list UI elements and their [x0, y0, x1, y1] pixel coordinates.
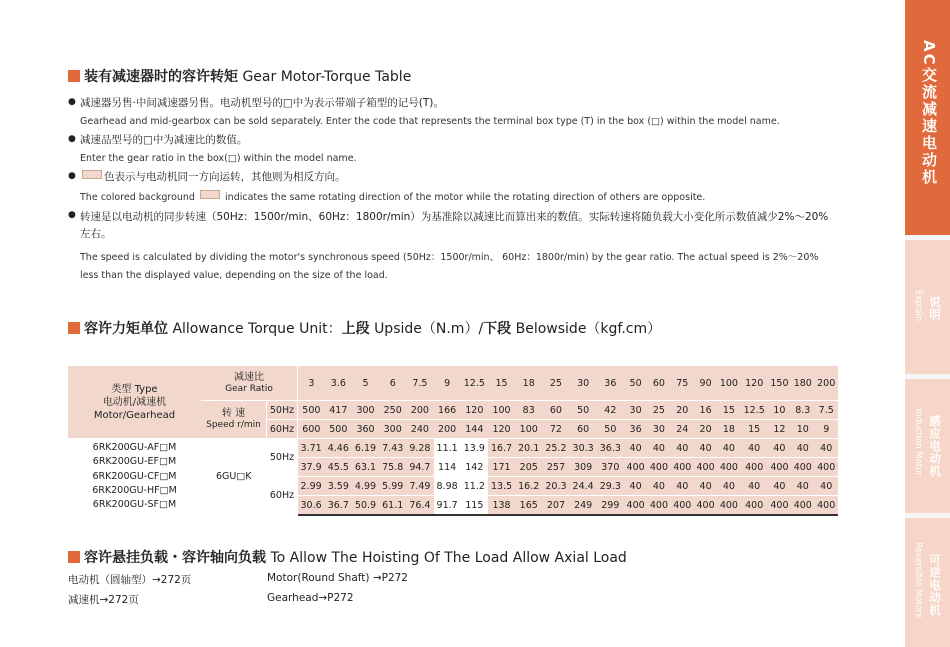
torque-cell: 11.1 [434, 439, 461, 458]
torque-cell: 299 [597, 496, 624, 516]
speed-cell: 60 [542, 401, 569, 420]
speed-cell: 12 [768, 420, 791, 439]
torque-cell: 165 [515, 496, 542, 516]
speed-cell: 16 [694, 401, 717, 420]
torque-cell: 205 [515, 458, 542, 477]
speed-cell: 10 [768, 401, 791, 420]
ratio-cell: 5 [352, 366, 379, 401]
speed-cell: 500 [298, 401, 325, 420]
torque-cell: 400 [647, 496, 670, 516]
speed-cell: 120 [488, 420, 515, 439]
section-square-icon [68, 551, 80, 563]
section-title-gear-motor: 装有减速器时的容许转矩 Gear Motor-Torque Table [68, 66, 411, 86]
torque-cell: 40 [768, 439, 791, 458]
torque-cell: 257 [542, 458, 569, 477]
bullet-icon: ● [68, 170, 76, 181]
torque-cell: 400 [671, 496, 694, 516]
ratio-cell: 7.5 [406, 366, 433, 401]
torque-cell: 29.3 [597, 477, 624, 496]
torque-cell: 400 [694, 458, 717, 477]
speed-cell: 36 [624, 420, 647, 439]
hz-label: 60Hz [267, 477, 298, 516]
note-item: ● 减速器另售·中间减速器另售。电动机型号的□中为表示带端子箱型的记号(T)。 Gearhead and mid-gearbox can be sold separately. Enter the code that represents the terminal box type (T) in the box (□) within the model name. [68, 97, 780, 128]
torque-cell: 171 [488, 458, 515, 477]
hz-label: 50Hz [267, 439, 298, 477]
speed-cell: 240 [406, 420, 433, 439]
section-title-allowance: 容许力矩单位 Allowance Torque Unit：上段 Upside（N.m）/下段 Belowside（kgf.cm） [68, 318, 661, 338]
speed-cell: 300 [379, 420, 406, 439]
table-header-row [68, 366, 838, 401]
torque-cell: 40 [624, 477, 647, 496]
torque-cell: 40 [647, 477, 670, 496]
ratio-cell: 100 [717, 366, 740, 401]
speed-cell: 10 [791, 420, 814, 439]
torque-cell: 30.6 [298, 496, 325, 516]
torque-cell: 13.9 [461, 439, 488, 458]
torque-cell: 400 [741, 496, 768, 516]
speed-cell: 417 [325, 401, 352, 420]
ratio-cell: 120 [741, 366, 768, 401]
note-item: ● 减速品型号的□中为减速比的数值。 Enter the gear ratio in the box(□) within the model name. [68, 133, 357, 165]
notes-list [68, 96, 838, 289]
torque-cell: 61.1 [379, 496, 406, 516]
speed-cell: 120 [461, 401, 488, 420]
torque-cell: 16.7 [488, 439, 515, 458]
speed-cell: 250 [379, 401, 406, 420]
ratio-cell: 150 [768, 366, 791, 401]
torque-cell: 370 [597, 458, 624, 477]
section-square-icon [68, 70, 80, 82]
torque-cell: 13.5 [488, 477, 515, 496]
torque-cell: 3.59 [325, 477, 352, 496]
torque-cell: 40 [647, 439, 670, 458]
torque-cell: 40 [741, 477, 768, 496]
torque-cell: 400 [647, 458, 670, 477]
torque-cell: 7.49 [406, 477, 433, 496]
ratio-cell: 25 [542, 366, 569, 401]
torque-cell: 40 [814, 477, 838, 496]
speed-cell: 300 [352, 401, 379, 420]
torque-cell: 91.7 [434, 496, 461, 516]
torque-cell: 309 [570, 458, 597, 477]
torque-cell: 400 [768, 496, 791, 516]
sidebar-tab-induction-motor[interactable]: 感应电动机 Induction Motor [905, 379, 950, 513]
bullet-icon: ● [68, 209, 76, 220]
color-swatch-icon [200, 190, 220, 199]
sidebar [905, 0, 950, 647]
speed-cell: 500 [325, 420, 352, 439]
torque-cell: 40 [694, 477, 717, 496]
sidebar-tab-explain[interactable]: 说明 Explain [905, 240, 950, 374]
ratio-cell: 36 [597, 366, 624, 401]
torque-cell: 400 [624, 458, 647, 477]
torque-cell: 9.28 [406, 439, 433, 458]
torque-cell: 36.3 [597, 439, 624, 458]
torque-cell: 40 [671, 439, 694, 458]
torque-cell: 249 [570, 496, 597, 516]
torque-cell: 40 [791, 439, 814, 458]
speed-cell: 83 [515, 401, 542, 420]
torque-cell: 4.99 [352, 477, 379, 496]
torque-cell: 400 [694, 496, 717, 516]
sidebar-tab-ac-motor[interactable]: AC交流减速电动机 [905, 0, 950, 235]
hz-label: 60Hz [267, 420, 298, 439]
ratio-cell: 6 [379, 366, 406, 401]
torque-cell: 75.8 [379, 458, 406, 477]
torque-cell: 37.9 [298, 458, 325, 477]
ratio-cell: 9 [434, 366, 461, 401]
torque-cell: 63.1 [352, 458, 379, 477]
speed-cell: 30 [647, 420, 670, 439]
torque-cell: 40 [717, 477, 740, 496]
speed-cell: 12.5 [741, 401, 768, 420]
ratio-cell: 30 [570, 366, 597, 401]
speed-cell: 7.5 [814, 401, 838, 420]
torque-cell: 40 [717, 439, 740, 458]
torque-cell: 138 [488, 496, 515, 516]
torque-cell: 7.43 [379, 439, 406, 458]
speed-cell: 100 [515, 420, 542, 439]
model-list: 6RK200GU-AF□M 6RK200GU-EF□M 6RK200GU-CF□M 6RK200GU-HF□M 6RK200GU-SF□M [68, 439, 201, 516]
speed-cell: 600 [298, 420, 325, 439]
speed-cell: 72 [542, 420, 569, 439]
torque-cell: 142 [461, 458, 488, 477]
ratio-cell: 180 [791, 366, 814, 401]
torque-cell: 50.9 [352, 496, 379, 516]
torque-table [68, 366, 838, 516]
speed-cell: 30 [624, 401, 647, 420]
hz-label: 50Hz [267, 401, 298, 420]
torque-cell: 400 [791, 496, 814, 516]
torque-cell: 36.7 [325, 496, 352, 516]
torque-50-nm-row [68, 439, 838, 458]
torque-cell: 3.71 [298, 439, 325, 458]
torque-cell: 400 [768, 458, 791, 477]
speed-cell: 166 [434, 401, 461, 420]
torque-cell: 24.4 [570, 477, 597, 496]
ratio-cell: 12.5 [461, 366, 488, 401]
note-item: ● 色表示与电动机同一方向运转，其他则为相反方向。 The colored background indicates the same rotating direction of the motor while the rotating direction of others are opposite. [68, 170, 706, 204]
ratio-cell: 75 [671, 366, 694, 401]
speed-cell: 25 [647, 401, 670, 420]
torque-cell: 8.98 [434, 477, 461, 496]
speed-cell: 20 [671, 401, 694, 420]
bullet-icon: ● [68, 97, 76, 107]
type-header: 类型 Type 电动机/减速机 Motor/Gearhead [68, 366, 201, 439]
torque-cell: 2.99 [298, 477, 325, 496]
torque-cell: 114 [434, 458, 461, 477]
torque-cell: 40 [624, 439, 647, 458]
speed-cell: 18 [717, 420, 740, 439]
torque-cell: 5.99 [379, 477, 406, 496]
torque-cell: 16.2 [515, 477, 542, 496]
ref-gearhead-cn: 减速机→272页 [68, 594, 139, 606]
torque-cell: 30.3 [570, 439, 597, 458]
ratio-cell: 15 [488, 366, 515, 401]
section-title-hoisting: 容许悬挂负载・容许轴向负载 To Allow The Hoisting Of The Load Allow Axial Load [68, 547, 627, 567]
speed-cell: 15 [741, 420, 768, 439]
note-item: ● 转速是以电动机的同步转速（50Hz：1500r/min、60Hz：1800r/min）为基准除以减速比而算出来的数值。实际转速将随负载大小变化所示数值减少2%～20%左右。 The speed is calculated by dividing the motor's synchronous speed (50Hz：1500r/min、 60Hz：1800r/min) by the gear ratio. The actual speed is 2%～20% less than the displayed value, depending on the size of the load. [68, 209, 829, 281]
color-swatch-icon [82, 170, 102, 179]
torque-cell: 40 [768, 477, 791, 496]
torque-cell: 11.2 [461, 477, 488, 496]
torque-cell: 400 [814, 496, 838, 516]
speed-cell: 50 [570, 401, 597, 420]
torque-cell: 400 [741, 458, 768, 477]
torque-cell: 4.46 [325, 439, 352, 458]
speed-cell: 60 [570, 420, 597, 439]
ratio-cell: 90 [694, 366, 717, 401]
torque-cell: 400 [717, 458, 740, 477]
torque-cell: 400 [671, 458, 694, 477]
ref-motor-cn: 电动机（圆轴型）→272页 [68, 574, 192, 586]
torque-cell: 207 [542, 496, 569, 516]
speed-cell: 8.3 [791, 401, 814, 420]
ratio-cell: 3 [298, 366, 325, 401]
torque-cell: 115 [461, 496, 488, 516]
ratio-cell: 50 [624, 366, 647, 401]
speed-cell: 200 [406, 401, 433, 420]
torque-cell: 40 [694, 439, 717, 458]
gear-ratio-header: 减速比 Gear Ratio [201, 366, 298, 401]
torque-cell: 40 [741, 439, 768, 458]
torque-cell: 25.2 [542, 439, 569, 458]
torque-cell: 40 [814, 439, 838, 458]
ratio-cell: 60 [647, 366, 670, 401]
ratio-cell: 18 [515, 366, 542, 401]
speed-cell: 50 [597, 420, 624, 439]
torque-cell: 400 [624, 496, 647, 516]
torque-cell: 40 [671, 477, 694, 496]
torque-cell: 6.19 [352, 439, 379, 458]
torque-cell: 94.7 [406, 458, 433, 477]
torque-cell: 400 [814, 458, 838, 477]
torque-cell: 76.4 [406, 496, 433, 516]
torque-cell: 40 [791, 477, 814, 496]
torque-cell: 45.5 [325, 458, 352, 477]
torque-cell: 400 [791, 458, 814, 477]
speed-cell: 20 [694, 420, 717, 439]
speed-cell: 24 [671, 420, 694, 439]
torque-cell: 20.3 [542, 477, 569, 496]
gearhead-model: 6GU□K [201, 439, 267, 516]
speed-cell: 100 [488, 401, 515, 420]
speed-cell: 200 [434, 420, 461, 439]
speed-cell: 15 [717, 401, 740, 420]
speed-cell: 9 [814, 420, 838, 439]
speed-cell: 144 [461, 420, 488, 439]
ratio-cell: 200 [814, 366, 838, 401]
speed-cell: 42 [597, 401, 624, 420]
ratio-cell: 3.6 [325, 366, 352, 401]
sidebar-tab-reversible-motors[interactable]: 可逆电动机 Reversible Motors [905, 518, 950, 647]
torque-cell: 20.1 [515, 439, 542, 458]
ref-gearhead-en: Gearhead→P272 [267, 592, 354, 604]
ref-motor-en: Motor(Round Shaft) →P272 [267, 572, 408, 584]
speed-cell: 360 [352, 420, 379, 439]
bullet-icon: ● [68, 133, 76, 144]
section-square-icon [68, 322, 80, 334]
speed-header: 转 速 Speed r/min [201, 401, 267, 439]
torque-cell: 400 [717, 496, 740, 516]
